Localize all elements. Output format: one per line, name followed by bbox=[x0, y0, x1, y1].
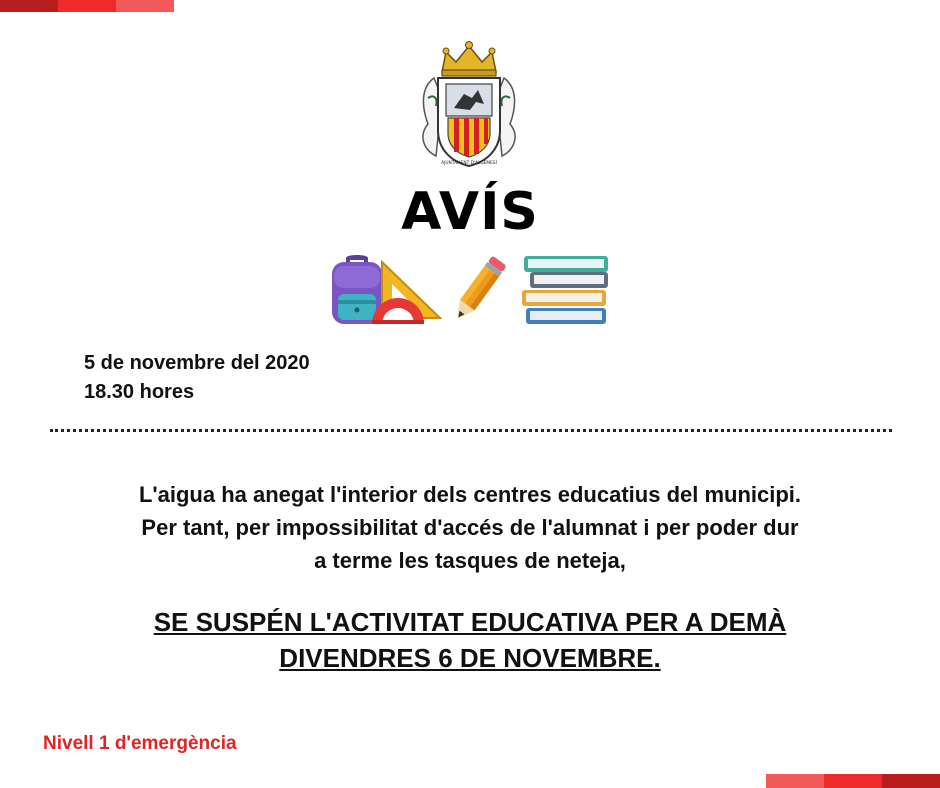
bottom-accent-bar bbox=[766, 774, 940, 788]
headline-line: DIVENDRES 6 DE NOVEMBRE. bbox=[279, 643, 661, 673]
headline-line: SE SUSPÉN L'ACTIVITAT EDUCATIVA PER A DEMÀ bbox=[153, 607, 787, 637]
coat-of-arms-icon bbox=[414, 38, 524, 170]
notice-title: AVÍS bbox=[401, 182, 539, 242]
dotted-divider bbox=[50, 429, 892, 432]
school-supplies-illustration bbox=[0, 250, 940, 330]
crown-icon bbox=[442, 42, 496, 77]
suspension-headline bbox=[40, 604, 900, 676]
body-line: a terme les tasques de neteja, bbox=[314, 548, 626, 573]
top-accent-bar bbox=[0, 0, 174, 12]
notice-date: 5 de novembre del 2020 bbox=[84, 352, 310, 374]
pencil-icon bbox=[450, 252, 508, 326]
crest-inscription: AJUNTAMENT D'ALGEMESÍ bbox=[441, 161, 497, 166]
set-square-icon bbox=[370, 260, 442, 326]
body-line: L'aigua ha anegat l'interior dels centres educatius del municipi. bbox=[138, 482, 802, 507]
notice-body bbox=[40, 478, 900, 577]
date-block bbox=[84, 349, 310, 407]
body-line: Per tant, per impossibilitat d'accés de l'alumnat i per poder dur bbox=[141, 515, 799, 540]
emergency-level-label: Nivell 1 d'emergència bbox=[43, 733, 237, 754]
notice-time: 18.30 hores bbox=[84, 381, 195, 403]
books-stack-icon bbox=[520, 254, 612, 326]
